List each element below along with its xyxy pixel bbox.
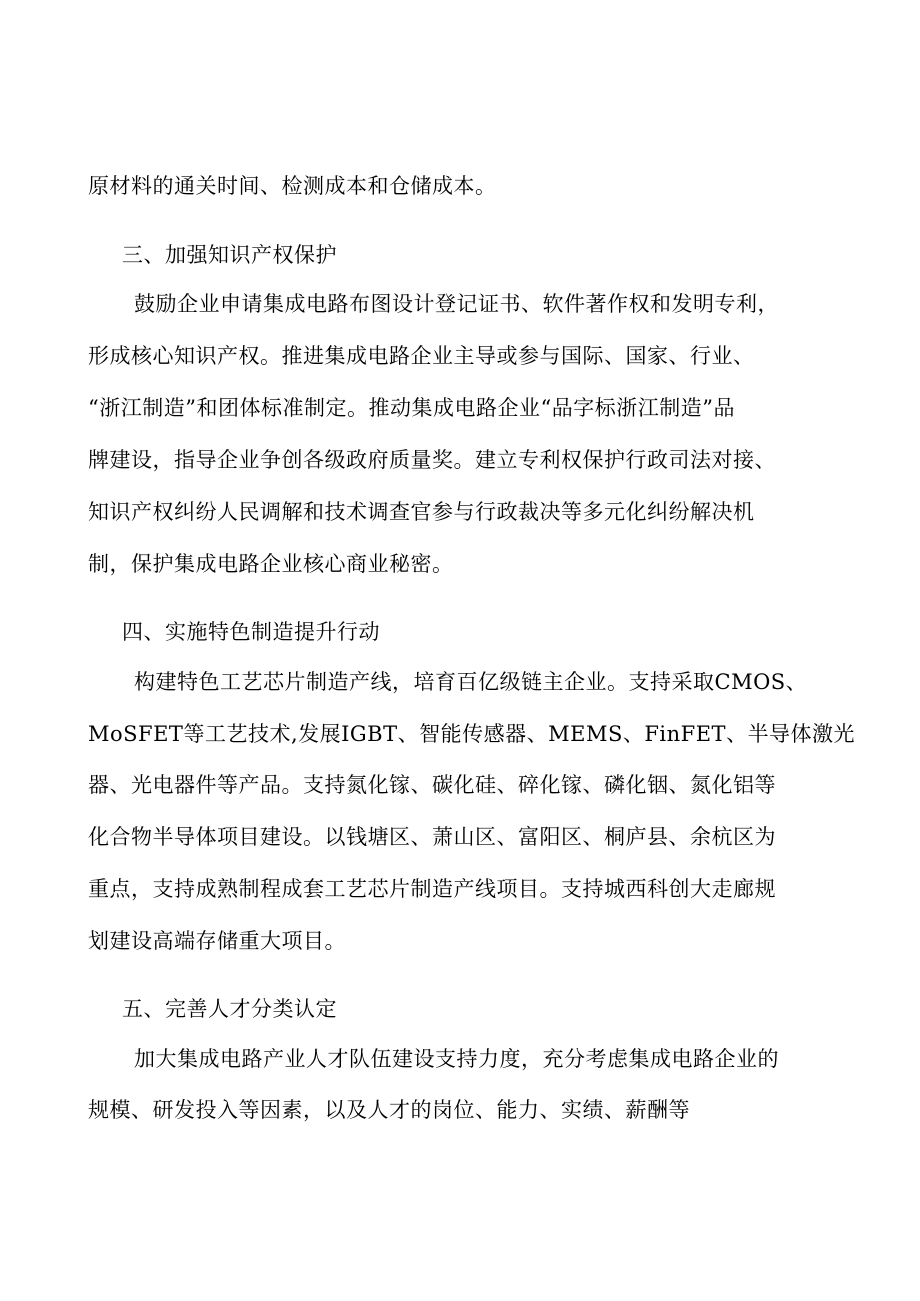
section-heading-3: 三、加强知识产权保护 (122, 243, 337, 267)
paragraph-line: 原材料的通关时间、检测成本和仓储成本。 (88, 174, 497, 198)
section-heading-5: 五、完善人才分类认定 (122, 997, 337, 1021)
paragraph-line: “浙江制造”和团体标准制定。推动集成电路企业“品字标浙江制造”品 (88, 396, 735, 420)
paragraph-line: 重点，支持成熟制程成套工艺芯片制造产线项目。支持城西科创大走廊规 (88, 877, 776, 901)
paragraph-line: 构建特色工艺芯片制造产线，培育百亿级链主企业。支持采取CMOS、 (134, 670, 808, 694)
paragraph-line: 化合物半导体项目建设。以钱塘区、萧山区、富阳区、桐庐县、余杭区为 (88, 825, 776, 849)
paragraph-line: 器、光电器件等产品。支持氮化镓、碳化硅、碎化镓、磷化铟、氮化铝等 (88, 773, 776, 797)
paragraph-line: 知识产权纠纷人民调解和技术调查官参与行政裁决等多元化纠纷解决机 (88, 500, 755, 524)
paragraph-line: 加大集成电路产业人才队伍建设支持力度，充分考虑集成电路企业的 (134, 1047, 779, 1071)
section-heading-4: 四、实施特色制造提升行动 (122, 620, 380, 644)
paragraph-line: MoSFET等工艺技术,发展IGBT、智能传感器、MEMS、FinFET、半导体激光 (88, 722, 856, 746)
paragraph-line: 规模、研发投入等因素，以及人才的岗位、能力、实绩、薪酬等 (88, 1098, 690, 1122)
paragraph-line: 制，保护集成电路企业核心商业秘密。 (88, 552, 454, 576)
paragraph-line: 鼓励企业申请集成电路布图设计登记证书、软件著作权和发明专利， (134, 292, 779, 316)
paragraph-line: 牌建设，指导企业争创各级政府质量奖。建立专利权保护行政司法对接、 (88, 448, 776, 472)
paragraph-line: 划建设高端存储重大项目。 (88, 929, 346, 953)
paragraph-line: 形成核心知识产权。推进集成电路企业主导或参与国际、国家、行业、 (88, 344, 755, 368)
